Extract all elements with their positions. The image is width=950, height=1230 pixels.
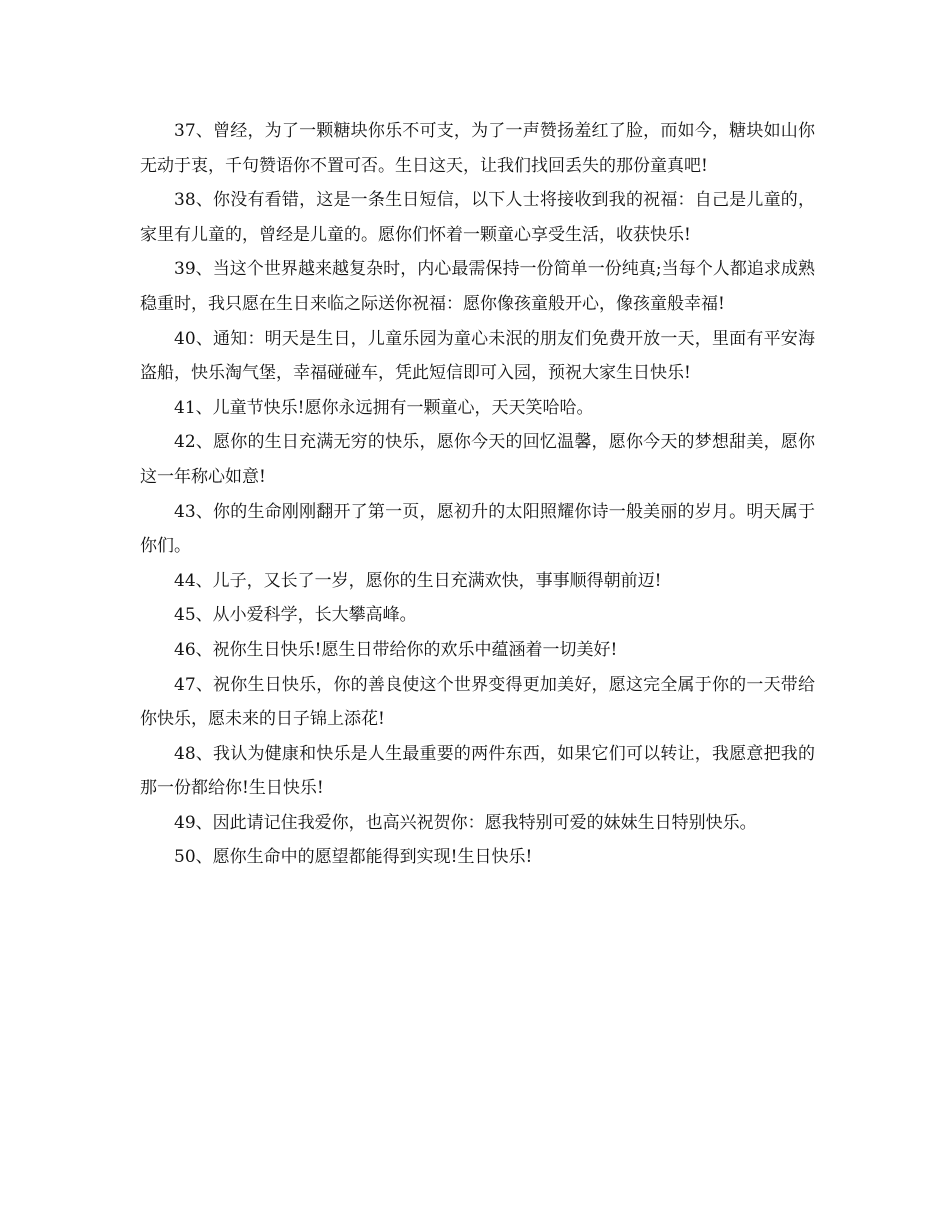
paragraph-44: 44、儿子，又长了一岁，愿你的生日充满欢快，事事顺得朝前迈! (174, 570, 662, 591)
paragraph-47: 47、祝你生日快乐，你的善良使这个世界变得更加美好，愿这完全属于你的一天带给你快乐，愿未来的日子锦上添花! (140, 674, 815, 730)
paragraph-41: 41、儿童节快乐!愿你永远拥有一颗童心，天天笑哈哈。 (174, 397, 594, 418)
paragraph-39: 39、当这个世界越来越复杂时，内心最需保持一份简单一份纯真;当每个人都追求成熟稳重时，我只愿在生日来临之际送你祝福：愿你像孩童般开心，像孩童般幸福! (140, 259, 815, 314)
paragraph-38: 38、你没有看错，这是一条生日短信，以下人士将接收到我的祝福：自己是儿童的，家里有儿童的，曾经是儿童的。愿你们怀着一颗童心享受生活，收获快乐! (140, 190, 815, 245)
paragraph-48: 48、我认为健康和快乐是人生最重要的两件东西，如果它们可以转让，我愿意把我的那一份都给你!生日快乐! (140, 743, 815, 799)
paragraph-43: 43、你的生命刚刚翻开了第一页，愿初升的太阳照耀你诗一般美丽的岁月。明天属于你们。 (140, 501, 815, 557)
paragraph-37: 37、曾经，为了一颗糖块你乐不可支，为了一声赞扬羞红了脸，而如今，糖块如山你无动于衷，千句赞语你不置可否。生日这天，让我们找回丢失的那份童真吧! (140, 121, 815, 176)
paragraph-45: 45、从小爱科学，长大攀高峰。 (174, 605, 417, 626)
paragraph-49: 49、因此请记住我爱你，也高兴祝贺你：愿我特别可爱的妹妹生日特别快乐。 (174, 812, 757, 833)
document-body (140, 114, 815, 875)
paragraph-50: 50、愿你生命中的愿望都能得到实现!生日快乐! (174, 847, 533, 868)
paragraph-46: 46、祝你生日快乐!愿生日带给你的欢乐中蕴涵着一切美好! (174, 639, 618, 660)
paragraph-42: 42、愿你的生日充满无穷的快乐，愿你今天的回忆温馨，愿你今天的梦想甜美，愿你这一年称心如意! (140, 432, 815, 487)
paragraph-40: 40、通知：明天是生日，儿童乐园为童心未泯的朋友们免费开放一天，里面有平安海盗船，快乐淘气堡，幸福碰碰车，凭此短信即可入园，预祝大家生日快乐! (140, 328, 815, 384)
